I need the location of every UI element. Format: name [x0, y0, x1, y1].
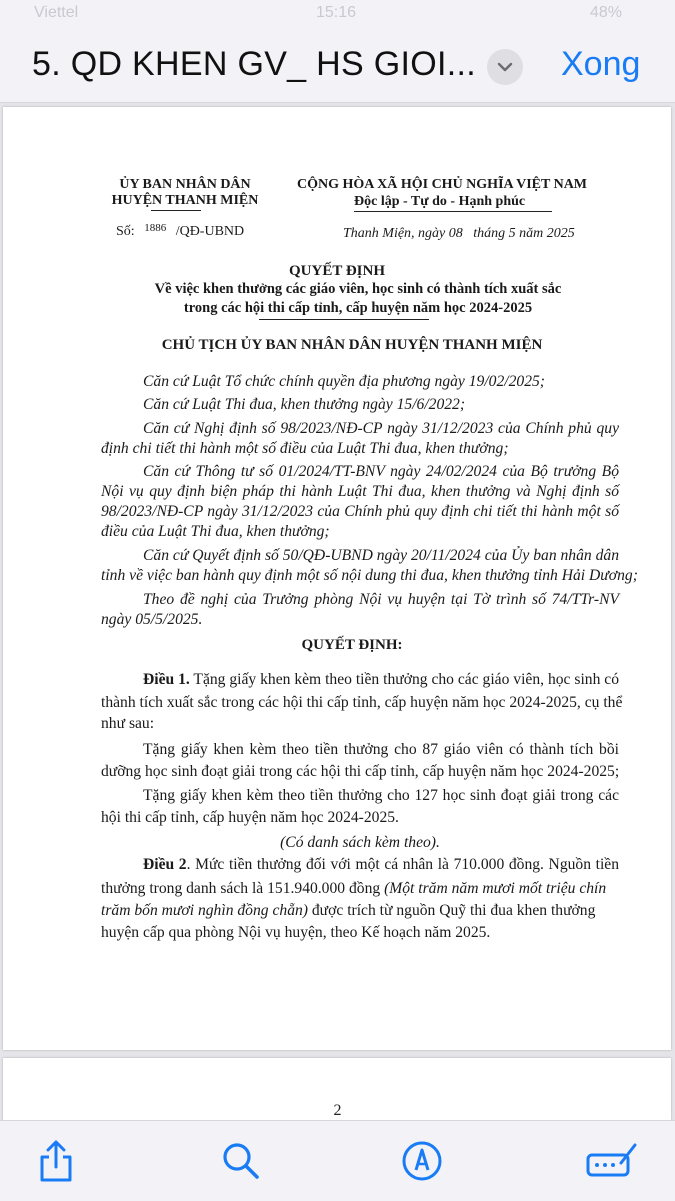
basis-line: định chi tiết thi hành một số điều của Luật Thi đua, khen thưởng; [101, 440, 509, 457]
basis-line: Căn cứ Luật Thi đua, khen thưởng ngày 15/6/2022; [143, 396, 466, 413]
article-2-line: huyện cấp qua phòng Nội vụ huyện, theo Kế hoạch năm 2025. [101, 924, 491, 941]
date-line: Thanh Miện, ngày 08 tháng 5 năm 2025 [343, 226, 575, 241]
basis-line: Căn cứ Thông tư số 01/2024/TT-BNV ngày 24/02/2024 của Bộ trưởng Bộ [143, 463, 619, 480]
signature-button[interactable] [584, 1139, 640, 1183]
basis-line: điều của Luật Thi đua, khen thưởng; [101, 523, 330, 540]
document-page-1 [3, 107, 671, 1050]
underline-right [354, 211, 552, 212]
country-name: CỘNG HÒA XÃ HỘI CHỦ NGHĨA VIỆT NAM [297, 177, 588, 192]
carrier-label: Viettel [34, 4, 79, 21]
search-icon [221, 1141, 261, 1181]
done-button[interactable]: Xong [561, 45, 641, 83]
basis-line: tỉnh về việc ban hành quy định một số nội dung thi đua, khen thưởng tỉnh Hải Dương; [101, 567, 638, 584]
basis-line: Căn cứ Quyết định số 50/QĐ-UBND ngày 20/11/2024 của Ủy ban nhân dân [143, 547, 619, 564]
basis-line: ngày 05/5/2025. [101, 611, 203, 628]
page-number: 2 [333, 1102, 342, 1119]
agency-name: ỦY BAN NHÂN DÂN [119, 177, 251, 192]
basis-line: 98/2023/NĐ-CP ngày 31/12/2023 của Chính phủ quy định chi tiết thi hành một số [101, 503, 619, 520]
article-1-line: Điều 1. Tặng giấy khen kèm theo tiền thưởng cho các giáo viên, học sinh có [143, 671, 619, 688]
article-1-line: Tặng giấy khen kèm theo tiền thưởng cho 127 học sinh đoạt giải trong các [143, 787, 619, 804]
doc-number: Số: $^{1886}$ /QĐ-UBND [116, 222, 245, 239]
decision-heading: QUYẾT ĐỊNH: [301, 637, 403, 653]
doc-title: QUYẾT ĐỊNH [289, 263, 385, 279]
attached-note: (Có danh sách kèm theo). [280, 834, 440, 851]
basis-line: Nội vụ quy định biện pháp thi hành Luật Thi đua, khen thưởng và Nghị định số [101, 483, 619, 500]
share-icon [36, 1139, 76, 1183]
basis-line: Theo đề nghị của Trưởng phòng Nội vụ huyện tại Tờ trình số 74/TTr-NV [143, 591, 619, 608]
basis-line: Căn cứ Luật Tổ chức chính quyền địa phương ngày 19/02/2025; [143, 373, 545, 390]
article-1-line: dưỡng học sinh đoạt giải trong các hội thi cấp tỉnh, cấp huyện năm học 2024-2025; [101, 763, 620, 780]
chevron-down-icon [496, 58, 514, 76]
nav-bar [0, 30, 675, 103]
search-button[interactable] [219, 1139, 263, 1183]
status-bar [0, 0, 675, 30]
share-button[interactable] [34, 1139, 78, 1183]
article-1-line: như sau: [101, 715, 155, 732]
markup-button[interactable] [400, 1139, 444, 1183]
clock-label: 15:16 [316, 4, 357, 21]
signature-icon [585, 1141, 639, 1181]
subject-line-1: Về việc khen thưởng các giáo viên, học sinh có thành tích xuất sắc [154, 281, 562, 297]
document-title[interactable]: 5. QD KHEN GV_ HS GIOI... [32, 45, 476, 83]
article-2-line: Điều 2. Mức tiền thưởng đối với một cá nhân là 710.000 đồng. Nguồn tiền [143, 856, 619, 873]
article-1-line: Tặng giấy khen kèm theo tiền thưởng cho 87 giáo viên có thành tích bồi [143, 741, 619, 758]
motto: Độc lập - Tự do - Hạnh phúc [354, 194, 526, 209]
article-1-line: thành tích xuất sắc trong các hội thi cấp tỉnh, cấp huyện năm học 2024-2025, cụ thể [101, 694, 623, 711]
markup-icon [401, 1140, 443, 1182]
battery-label: 48% [590, 4, 623, 21]
article-1-line: hội thi cấp tỉnh, cấp huyện năm học 2024-2025. [101, 809, 399, 826]
underline-subject [259, 319, 429, 320]
agency-district: HUYỆN THANH MIỆN [111, 193, 259, 208]
underline-left [151, 210, 201, 211]
basis-line: Căn cứ Nghị định số 98/2023/NĐ-CP ngày 31/12/2023 của Chính phủ quy [143, 420, 619, 437]
bottom-toolbar [0, 1120, 675, 1201]
title-menu-button[interactable] [487, 49, 523, 85]
subject-line-2: trong các hội thi cấp tỉnh, cấp huyện năm học 2024-2025 [183, 300, 533, 316]
article-2-line: trăm bốn mươi nghìn đồng chẵn) được trích từ nguồn Quỹ thi đua khen thưởng [101, 902, 596, 919]
authority-heading: CHỦ TỊCH ỦY BAN NHÂN DÂN HUYỆN THANH MIỆN [161, 337, 543, 353]
article-2-line: thưởng trong danh sách là 151.940.000 đồng (Một trăm năm mươi mốt triệu chín [101, 880, 607, 897]
